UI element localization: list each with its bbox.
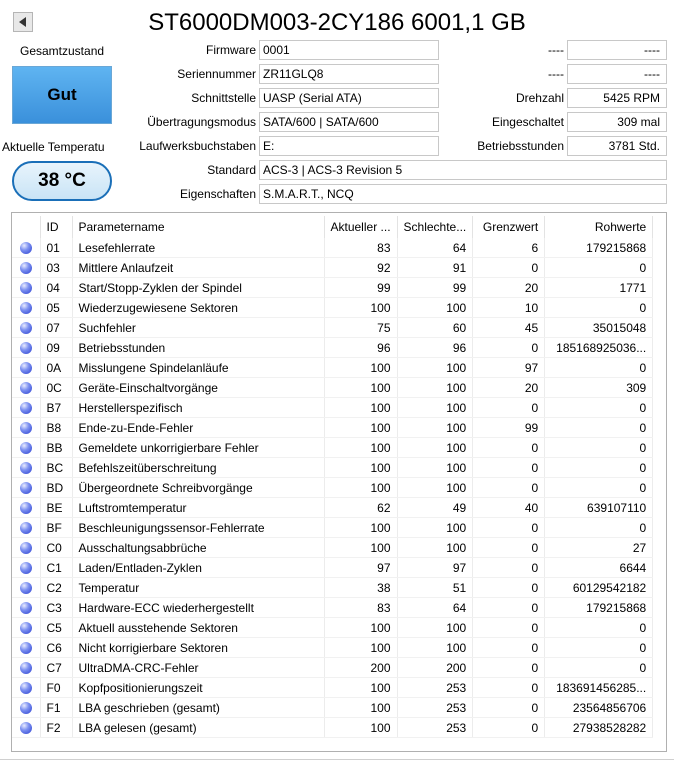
raw-value: 35015048 xyxy=(545,318,653,338)
attr-name: Misslungene Spindelanläufe xyxy=(72,358,324,378)
column-header-worst[interactable]: Schlechte... xyxy=(397,216,473,238)
raw-value: 27938528282 xyxy=(545,718,653,738)
attr-name: Laden/Entladen-Zyklen xyxy=(72,558,324,578)
attr-name: LBA gelesen (gesamt) xyxy=(72,718,324,738)
threshold-value: 0 xyxy=(473,258,545,278)
status-good-icon xyxy=(20,362,32,374)
standard-label: Standard xyxy=(207,163,256,177)
column-header-raw[interactable]: Rohwerte xyxy=(545,216,653,238)
raw-value: 1771 xyxy=(545,278,653,298)
table-row[interactable] xyxy=(12,318,653,338)
worst-value: 97 xyxy=(397,558,473,578)
table-row[interactable] xyxy=(12,558,653,578)
column-header-threshold[interactable]: Grenzwert xyxy=(473,216,545,238)
rotation-rate-label: Drehzahl xyxy=(515,91,564,105)
power-on-count-label: Eingeschaltet xyxy=(491,115,564,129)
attr-name: Aktuell ausstehende Sektoren xyxy=(72,618,324,638)
status-cell xyxy=(12,398,40,418)
status-cell xyxy=(12,458,40,478)
worst-value: 100 xyxy=(397,298,473,318)
status-good-icon xyxy=(20,382,32,394)
interface-label: Schnittstelle xyxy=(191,91,256,105)
worst-value: 100 xyxy=(397,418,473,438)
threshold-value: 0 xyxy=(473,558,545,578)
attr-name: Herstellerspezifisch xyxy=(72,398,324,418)
features-label: Eigenschaften xyxy=(179,187,256,201)
raw-value: 179215868 xyxy=(545,598,653,618)
table-row[interactable] xyxy=(12,698,653,718)
table-row[interactable] xyxy=(12,418,653,438)
attr-name: Beschleunigungssensor-Fehlerrate xyxy=(72,518,324,538)
status-cell xyxy=(12,718,40,738)
table-row[interactable] xyxy=(12,238,653,258)
raw-value: 23564856706 xyxy=(545,698,653,718)
raw-value: 0 xyxy=(545,398,653,418)
table-row[interactable] xyxy=(12,658,653,678)
table-row[interactable] xyxy=(12,398,653,418)
interface-field: UASP (Serial ATA) xyxy=(259,88,439,108)
current-value: 100 xyxy=(324,698,397,718)
status-cell xyxy=(12,478,40,498)
status-good-icon xyxy=(20,482,32,494)
temperature-label: Aktuelle Temperatu xyxy=(2,140,105,154)
worst-value: 200 xyxy=(397,658,473,678)
status-cell xyxy=(12,658,40,678)
current-value: 62 xyxy=(324,498,397,518)
status-cell xyxy=(12,698,40,718)
status-cell xyxy=(12,598,40,618)
raw-value: 0 xyxy=(545,438,653,458)
worst-value: 100 xyxy=(397,398,473,418)
column-header-id[interactable]: ID xyxy=(40,216,72,238)
table-row[interactable] xyxy=(12,518,653,538)
serial-label: Seriennummer xyxy=(177,67,256,81)
status-cell xyxy=(12,538,40,558)
threshold-value: 10 xyxy=(473,298,545,318)
raw-value: 0 xyxy=(545,298,653,318)
status-cell xyxy=(12,378,40,398)
threshold-value: 20 xyxy=(473,378,545,398)
worst-value: 100 xyxy=(397,458,473,478)
table-row[interactable] xyxy=(12,478,653,498)
status-good-icon xyxy=(20,462,32,474)
attr-name: Betriebsstunden xyxy=(72,338,324,358)
status-good-icon xyxy=(20,442,32,454)
current-value: 100 xyxy=(324,618,397,638)
status-good-icon xyxy=(20,422,32,434)
status-cell xyxy=(12,418,40,438)
current-value: 100 xyxy=(324,358,397,378)
table-row[interactable] xyxy=(12,458,653,478)
attr-name: Befehlszeitüberschreitung xyxy=(72,458,324,478)
power-on-hours-label: Betriebsstunden xyxy=(477,139,564,153)
raw-value: 0 xyxy=(545,418,653,438)
table-row[interactable] xyxy=(12,298,653,318)
attr-id: C5 xyxy=(40,618,72,638)
threshold-value: 0 xyxy=(473,478,545,498)
attr-id: C3 xyxy=(40,598,72,618)
threshold-value: 0 xyxy=(473,538,545,558)
worst-value: 60 xyxy=(397,318,473,338)
status-good-icon xyxy=(20,682,32,694)
status-cell xyxy=(12,298,40,318)
status-good-icon xyxy=(20,282,32,294)
current-value: 99 xyxy=(324,278,397,298)
worst-value: 100 xyxy=(397,518,473,538)
raw-value: 60129542182 xyxy=(545,578,653,598)
attr-name: Wiederzugewiesene Sektoren xyxy=(72,298,324,318)
current-value: 83 xyxy=(324,238,397,258)
status-good-icon xyxy=(20,622,32,634)
standard-field: ACS-3 | ACS-3 Revision 5 xyxy=(259,160,667,180)
rotation-rate-field: 5425 RPM xyxy=(567,88,667,108)
status-column-header[interactable] xyxy=(12,216,40,238)
worst-value: 64 xyxy=(397,598,473,618)
attr-name: Ende-zu-Ende-Fehler xyxy=(72,418,324,438)
attr-id: 01 xyxy=(40,238,72,258)
attr-name: Lesefehlerrate xyxy=(72,238,324,258)
worst-value: 100 xyxy=(397,358,473,378)
attr-id: B7 xyxy=(40,398,72,418)
threshold-value: 0 xyxy=(473,578,545,598)
current-value: 100 xyxy=(324,298,397,318)
status-good-icon xyxy=(20,402,32,414)
attr-id: C2 xyxy=(40,578,72,598)
attr-id: F1 xyxy=(40,698,72,718)
attr-id: F2 xyxy=(40,718,72,738)
attr-name: Ausschaltungsabbrüche xyxy=(72,538,324,558)
raw-value: 179215868 xyxy=(545,238,653,258)
threshold-value: 0 xyxy=(473,678,545,698)
raw-value: 27 xyxy=(545,538,653,558)
status-good-icon xyxy=(20,342,32,354)
current-value: 100 xyxy=(324,678,397,698)
smart-table[interactable] xyxy=(12,216,653,738)
attr-name: Geräte-Einschaltvorgänge xyxy=(72,378,324,398)
attr-name: Suchfehler xyxy=(72,318,324,338)
attr-id: BC xyxy=(40,458,72,478)
raw-value: 0 xyxy=(545,618,653,638)
attr-name: Temperatur xyxy=(72,578,324,598)
attr-id: 07 xyxy=(40,318,72,338)
status-cell xyxy=(12,618,40,638)
worst-value: 100 xyxy=(397,538,473,558)
current-value: 100 xyxy=(324,638,397,658)
attr-id: C6 xyxy=(40,638,72,658)
attr-id: BB xyxy=(40,438,72,458)
attr-name: Nicht korrigierbare Sektoren xyxy=(72,638,324,658)
table-row[interactable] xyxy=(12,338,653,358)
current-value: 100 xyxy=(324,458,397,478)
worst-value: 253 xyxy=(397,678,473,698)
table-row[interactable] xyxy=(12,578,653,598)
status-cell xyxy=(12,558,40,578)
attr-id: 0C xyxy=(40,378,72,398)
attr-name: Übergeordnete Schreibvorgänge xyxy=(72,478,324,498)
attr-name: Luftstromtemperatur xyxy=(72,498,324,518)
current-value: 100 xyxy=(324,478,397,498)
attr-id: 0A xyxy=(40,358,72,378)
threshold-value: 0 xyxy=(473,638,545,658)
threshold-value: 0 xyxy=(473,458,545,478)
threshold-value: 45 xyxy=(473,318,545,338)
status-cell xyxy=(12,518,40,538)
status-good-icon xyxy=(20,722,32,734)
table-row[interactable] xyxy=(12,378,653,398)
worst-value: 253 xyxy=(397,718,473,738)
unknown-field-2: ---- xyxy=(567,64,667,84)
current-value: 100 xyxy=(324,718,397,738)
status-good-icon xyxy=(20,522,32,534)
raw-value: 0 xyxy=(545,478,653,498)
status-good-icon xyxy=(20,542,32,554)
table-row[interactable] xyxy=(12,678,653,698)
raw-value: 185168925036... xyxy=(545,338,653,358)
worst-value: 91 xyxy=(397,258,473,278)
attr-id: 04 xyxy=(40,278,72,298)
threshold-value: 6 xyxy=(473,238,545,258)
table-row[interactable] xyxy=(12,598,653,618)
drive-letters-field: E: xyxy=(259,136,439,156)
raw-value: 639107110 xyxy=(545,498,653,518)
worst-value: 100 xyxy=(397,438,473,458)
status-good-icon xyxy=(20,582,32,594)
status-cell xyxy=(12,318,40,338)
threshold-value: 97 xyxy=(473,358,545,378)
status-cell xyxy=(12,358,40,378)
attr-name: Kopfpositionierungszeit xyxy=(72,678,324,698)
worst-value: 99 xyxy=(397,278,473,298)
table-row[interactable] xyxy=(12,438,653,458)
worst-value: 100 xyxy=(397,478,473,498)
status-good-icon xyxy=(20,602,32,614)
table-row[interactable] xyxy=(12,498,653,518)
worst-value: 51 xyxy=(397,578,473,598)
worst-value: 100 xyxy=(397,638,473,658)
worst-value: 49 xyxy=(397,498,473,518)
current-value: 100 xyxy=(324,438,397,458)
column-header-current[interactable]: Aktueller ... xyxy=(324,216,397,238)
attr-name: UltraDMA-CRC-Fehler xyxy=(72,658,324,678)
status-cell xyxy=(12,438,40,458)
raw-value: 183691456285... xyxy=(545,678,653,698)
firmware-field: 0001 xyxy=(259,40,439,60)
table-row[interactable] xyxy=(12,638,653,658)
threshold-value: 99 xyxy=(473,418,545,438)
power-on-count-field: 309 mal xyxy=(567,112,667,132)
raw-value: 0 xyxy=(545,458,653,478)
status-cell xyxy=(12,278,40,298)
threshold-value: 0 xyxy=(473,338,545,358)
attr-id: BE xyxy=(40,498,72,518)
attr-name: Hardware-ECC wiederhergestellt xyxy=(72,598,324,618)
worst-value: 100 xyxy=(397,378,473,398)
worst-value: 96 xyxy=(397,338,473,358)
attr-id: 09 xyxy=(40,338,72,358)
attr-id: C0 xyxy=(40,538,72,558)
current-value: 100 xyxy=(324,378,397,398)
status-cell xyxy=(12,498,40,518)
status-good-icon xyxy=(20,662,32,674)
threshold-value: 40 xyxy=(473,498,545,518)
status-good-icon xyxy=(20,242,32,254)
attr-name: Gemeldete unkorrigierbare Fehler xyxy=(72,438,324,458)
unknown-label-1: ---- xyxy=(548,43,564,57)
attr-id: F0 xyxy=(40,678,72,698)
drive-letters-label: Laufwerksbuchstaben xyxy=(139,139,256,153)
table-row[interactable] xyxy=(12,538,653,558)
attr-id: BF xyxy=(40,518,72,538)
raw-value: 0 xyxy=(545,358,653,378)
transfer-mode-field: SATA/600 | SATA/600 xyxy=(259,112,439,132)
status-cell xyxy=(12,238,40,258)
power-on-hours-field: 3781 Std. xyxy=(567,136,667,156)
status-good-icon xyxy=(20,642,32,654)
threshold-value: 0 xyxy=(473,718,545,738)
threshold-value: 20 xyxy=(473,278,545,298)
unknown-label-2: ---- xyxy=(548,67,564,81)
attr-id: C1 xyxy=(40,558,72,578)
current-value: 97 xyxy=(324,558,397,578)
status-good-icon xyxy=(20,702,32,714)
status-cell xyxy=(12,338,40,358)
column-header-name[interactable]: Parametername xyxy=(72,216,324,238)
drive-title: ST6000DM003-2CY186 6001,1 GB xyxy=(148,9,526,36)
temperature-badge[interactable]: 38 °C xyxy=(12,161,112,201)
worst-value: 64 xyxy=(397,238,473,258)
threshold-value: 0 xyxy=(473,438,545,458)
status-cell xyxy=(12,638,40,658)
unknown-field-1: ---- xyxy=(567,40,667,60)
table-row[interactable] xyxy=(12,278,653,298)
attr-name: LBA geschrieben (gesamt) xyxy=(72,698,324,718)
threshold-value: 0 xyxy=(473,658,545,678)
firmware-label: Firmware xyxy=(206,43,256,57)
attr-id: B8 xyxy=(40,418,72,438)
status-good-icon xyxy=(20,262,32,274)
attr-id: BD xyxy=(40,478,72,498)
raw-value: 309 xyxy=(545,378,653,398)
attr-name: Mittlere Anlaufzeit xyxy=(72,258,324,278)
threshold-value: 0 xyxy=(473,398,545,418)
threshold-value: 0 xyxy=(473,698,545,718)
current-value: 100 xyxy=(324,398,397,418)
table-row[interactable] xyxy=(12,358,653,378)
status-good-icon xyxy=(20,322,32,334)
serial-field: ZR11GLQ8 xyxy=(259,64,439,84)
current-value: 38 xyxy=(324,578,397,598)
attr-id: C7 xyxy=(40,658,72,678)
features-field: S.M.A.R.T., NCQ xyxy=(259,184,667,204)
current-value: 100 xyxy=(324,418,397,438)
current-value: 83 xyxy=(324,598,397,618)
status-cell xyxy=(12,578,40,598)
status-good-icon xyxy=(20,502,32,514)
health-status-button[interactable]: Gut xyxy=(12,66,112,124)
status-good-icon xyxy=(20,302,32,314)
raw-value: 0 xyxy=(545,258,653,278)
worst-value: 100 xyxy=(397,618,473,638)
current-value: 96 xyxy=(324,338,397,358)
attr-id: 03 xyxy=(40,258,72,278)
table-row[interactable] xyxy=(12,618,653,638)
current-value: 100 xyxy=(324,538,397,558)
table-row[interactable] xyxy=(12,718,653,738)
attr-name: Start/Stopp-Zyklen der Spindel xyxy=(72,278,324,298)
threshold-value: 0 xyxy=(473,598,545,618)
raw-value: 6644 xyxy=(545,558,653,578)
transfer-mode-label: Übertragungsmodus xyxy=(147,115,256,129)
current-value: 92 xyxy=(324,258,397,278)
current-value: 100 xyxy=(324,518,397,538)
status-good-icon xyxy=(20,562,32,574)
threshold-value: 0 xyxy=(473,518,545,538)
status-cell xyxy=(12,678,40,698)
current-value: 200 xyxy=(324,658,397,678)
table-row[interactable] xyxy=(12,258,653,278)
worst-value: 253 xyxy=(397,698,473,718)
status-cell xyxy=(12,258,40,278)
raw-value: 0 xyxy=(545,638,653,658)
raw-value: 0 xyxy=(545,658,653,678)
raw-value: 0 xyxy=(545,518,653,538)
threshold-value: 0 xyxy=(473,618,545,638)
table-header xyxy=(12,216,653,238)
current-value: 75 xyxy=(324,318,397,338)
health-label: Gesamtzustand xyxy=(20,44,105,58)
attr-id: 05 xyxy=(40,298,72,318)
